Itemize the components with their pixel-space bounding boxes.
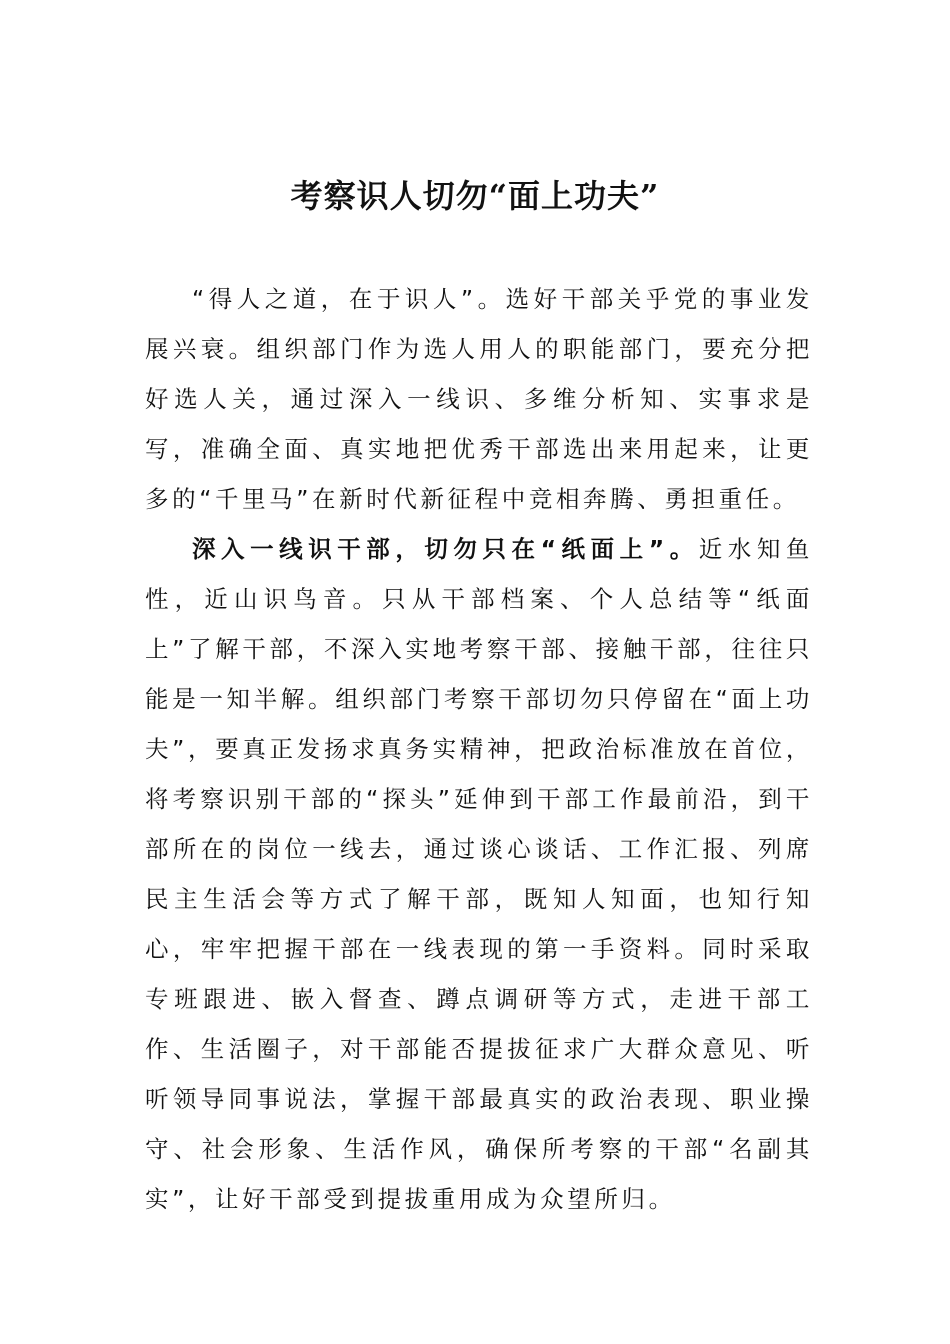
paragraph-lead: 深入一线识干部，切勿只在“纸面上”。 xyxy=(192,535,699,563)
paragraph-text: “得人之道，在于识人”。选好干部关乎党的事业发展兴衰。组织部门作为选人用人的职能部门，要充分把好选人关，通过深入一线识、多维分析知、实事求是写，准确全面、真实地把优秀干部选出来用起来，让更多的“千里马”在新时代新征程中竞相奔腾、勇担重任。 xyxy=(145,285,813,513)
paragraph-intro xyxy=(145,274,813,524)
document-body xyxy=(145,274,813,1224)
paragraph-text: 近水知鱼性，近山识鸟音。只从干部档案、个人总结等“纸面上”了解干部，不深入实地考察干部、接触干部，往往只能是一知半解。组织部门考察干部切勿只停留在“面上功夫”，要真正发扬求真务实精神，把政治标准放在首位，将考察识别干部的“探头”延伸到干部工作最前沿，到干部所在的岗位一线去，通过谈心谈话、工作汇报、列席民主生活会等方式了解干部，既知人知面，也知行知心，牢牢把握干部在一线表现的第一手资料。同时采取专班跟进、嵌入督查、蹲点调研等方式，走进干部工作、生活圈子，对干部能否提拔征求广大群众意见、听听领导同事说法，掌握干部最真实的政治表现、职业操守、社会形象、生活作风，确保所考察的干部“名副其实”，让好干部受到提拔重用成为众望所归。 xyxy=(145,535,813,1213)
page-title: 考察识人切勿“面上功夫” xyxy=(290,177,660,215)
paragraph-section-1 xyxy=(145,524,813,1224)
